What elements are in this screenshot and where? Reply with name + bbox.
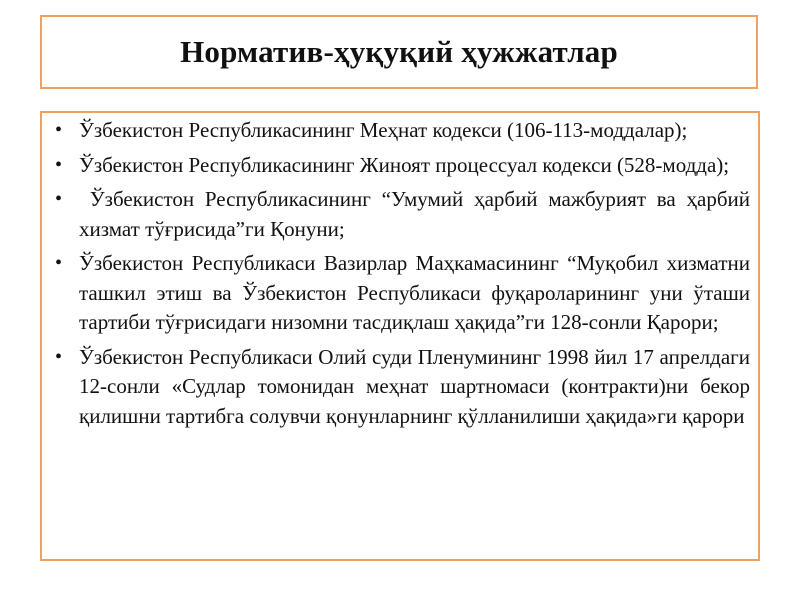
list-item-text: Ўзбекистон Республикаси Вазирлар Маҳкамасининг “Муқобил хизматни ташкил этиш ва Ўзбекистон Республикаси фуқароларининг уни ўташи тартиби тўғрисидаги низомни тасдиқлаш ҳақида”ги 128-сонли Қарори; xyxy=(79,251,750,334)
bullet-icon: • xyxy=(55,188,63,210)
title-box xyxy=(40,15,758,89)
list-item xyxy=(52,343,750,432)
list-item xyxy=(52,151,750,181)
bullet-icon: • xyxy=(55,345,63,368)
list-item xyxy=(52,116,750,146)
bullet-icon: • xyxy=(55,153,63,176)
list-item xyxy=(52,249,750,338)
list-item-text: Ўзбекистон Республикасининг Жиноят процессуал кодекси (528-модда); xyxy=(79,152,730,177)
list-item-text: Ўзбекистон Республикасининг “Умумий ҳарбий мажбурият ва ҳарбий хизмат тўғрисида”ги Қонуни; xyxy=(79,187,756,241)
list-item-text: Ўзбекистон Республикасининг Меҳнат кодекси (106-113-моддалар); xyxy=(79,118,688,142)
list-item xyxy=(52,185,756,244)
content-box xyxy=(40,111,760,561)
bullet-icon: • xyxy=(55,252,63,274)
bullet-list xyxy=(52,116,756,431)
slide-title: Норматив-ҳуқуқий ҳужжатлар xyxy=(180,34,618,69)
bullet-icon: • xyxy=(55,119,63,141)
list-item-text: Ўзбекистон Республикаси Олий суди Пленумининг 1998 йил 17 апрелдаги 12-сонли «Судлар томонидан меҳнат шартномаси (контракти)ни бекор қилишни тартибга солувчи қонунларнинг қўлланилиши ҳақида»ги қарори xyxy=(79,344,750,428)
